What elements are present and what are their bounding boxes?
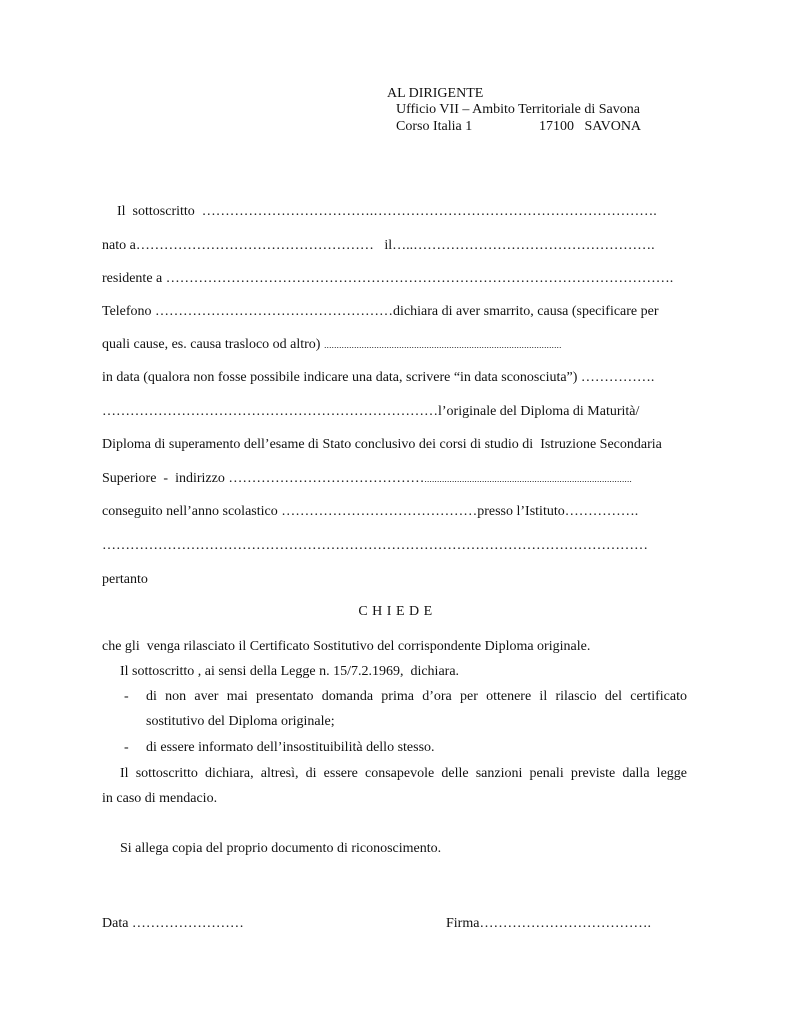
signature-field: Firma………………………………. bbox=[446, 916, 651, 931]
form-line-nato: nato a…………………………………………… il…..……………………………………………. bbox=[102, 238, 655, 253]
bullet-1-line-1: di non aver mai presentato domanda prima d’ora per ottenere il rilascio del certificato bbox=[146, 689, 687, 704]
bullet-dash-1: - bbox=[124, 689, 129, 704]
bullet-2: di essere informato dell’insostituibilità dello stesso. bbox=[146, 740, 435, 755]
form-line-telefono: Telefono ……………………………………………dichiara di aver smarrito, causa (specificare per bbox=[102, 304, 659, 319]
chiede-heading: C H I E D E bbox=[358, 604, 433, 619]
form-line-anno: conseguito nell’anno scolastico ……………………………………presso l’Istituto……………. bbox=[102, 504, 639, 519]
addressee-city: 17100 SAVONA bbox=[539, 119, 642, 134]
cause-dots: ............................................................................................... bbox=[323, 340, 562, 350]
sanctions-line-2: in caso di mendacio. bbox=[102, 791, 218, 806]
form-line-cause bbox=[102, 336, 562, 354]
form-line-pertanto: pertanto bbox=[102, 572, 148, 587]
form-line-data: in data (qualora non fosse possibile indicare una data, scrivere “in data sconosciuta”) ……………. bbox=[102, 370, 655, 385]
form-line-residente: residente a ………………………………………………………………………………………………. bbox=[102, 271, 674, 286]
cause-label: quali cause, es. causa trasloco od altro) bbox=[102, 337, 324, 352]
bullet-1-line-2: sostitutivo del Diploma originale; bbox=[146, 714, 335, 729]
declaration-intro: Il sottoscritto , ai sensi della Legge n. 15/7.2.1969, dichiara. bbox=[120, 664, 460, 679]
request-paragraph: che gli venga rilasciato il Certificato Sostitutivo del corrispondente Diploma originale. bbox=[102, 639, 591, 654]
addressee-office: Ufficio VII – Ambito Territoriale di Savona bbox=[396, 102, 640, 117]
date-field: Data …………………… bbox=[102, 916, 244, 931]
indirizzo-dots: ................................................................................... bbox=[424, 474, 632, 484]
form-line-diploma: Diploma di superamento dell’esame di Stato conclusivo dei corsi di studio di Istruzione Secondaria bbox=[102, 437, 662, 452]
form-line-istituto: ……………………………………………………………………………………………………… bbox=[102, 538, 648, 553]
attachment-note: Si allega copia del proprio documento di riconoscimento. bbox=[120, 841, 442, 856]
form-line-indirizzo bbox=[102, 470, 632, 488]
bullet-dash-2: - bbox=[124, 740, 129, 755]
addressee-street: Corso Italia 1 bbox=[396, 119, 473, 134]
addressee-title: AL DIRIGENTE bbox=[387, 86, 484, 101]
indirizzo-label: Superiore - indirizzo …………………………………… bbox=[102, 471, 425, 486]
sanctions-line-1: Il sottoscritto dichiara, altresì, di essere consapevole delle sanzioni penali previste dalla legge bbox=[120, 766, 687, 781]
form-line-sottoscritto: Il sottoscritto ……………………………….……………………………………………………. bbox=[117, 204, 657, 219]
form-line-originale: ………………………………………………………………l’originale del Diploma di Maturità/ bbox=[102, 404, 640, 419]
